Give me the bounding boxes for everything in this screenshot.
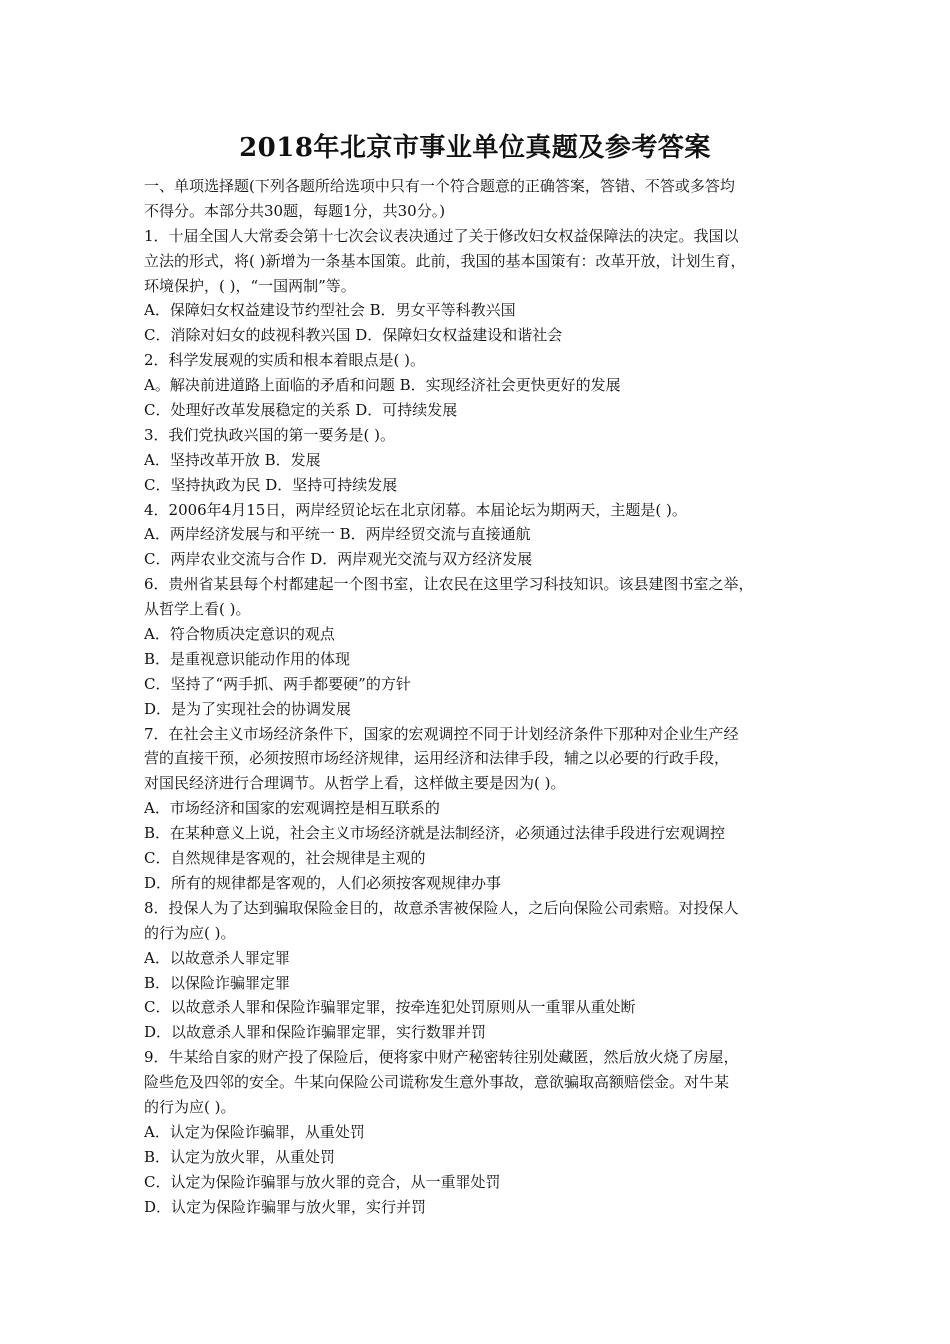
text-line: D．以故意杀人罪和保险诈骗罪定罪，实行数罪并罚 [144, 1023, 487, 1042]
text-line: A．认定为保险诈骗罪，从重处罚 [144, 1122, 365, 1141]
text-line: B．以保险诈骗罪定罪 [144, 973, 291, 992]
text-line: C．以故意杀人罪和保险诈骗罪定罪，按牵连犯处罚原则从一重罪从重处断 [144, 998, 636, 1017]
text-line: C．处理好改革发展稳定的关系 D．可持续发展 [144, 401, 458, 420]
text-line: 6．贵州省某县每个村都建起一个图书室，让农民在这里学习科技知识。该县建图书室之举， [144, 575, 754, 594]
text-line: 环境保护，( )，“一国两制”等。 [144, 276, 356, 295]
text-line: C．坚持了“两手抓、两手都要硬”的方针 [144, 674, 411, 693]
text-line: B．在某种意义上说，社会主义市场经济就是法制经济，必须通过法律手段进行宏观调控 [144, 824, 726, 843]
text-line: 不得分。本部分共30题，每题1分，共30分。) [144, 201, 446, 220]
text-line: C．两岸农业交流与合作 D．两岸观光交流与双方经济发展 [144, 550, 533, 569]
text-line: C．坚持执政为民 D．坚持可持续发展 [144, 475, 398, 494]
text-line: 8．投保人为了达到骗取保险金目的，故意杀害被保险人，之后向保险公司索赔。对投保人 [144, 898, 739, 917]
text-line: C．消除对妇女的歧视科教兴国 D．保障妇女权益建设和谐社会 [144, 326, 563, 345]
text-line: A．市场经济和国家的宏观调控是相互联系的 [144, 799, 440, 818]
text-line: 2．科学发展观的实质和根本着眼点是( )。 [144, 351, 426, 370]
text-line: C．认定为保险诈骗罪与放火罪的竞合，从一重罪处罚 [144, 1172, 501, 1191]
text-line: 7．在社会主义市场经济条件下，国家的宏观调控不同于计划经济条件下那种对企业生产经 [144, 724, 739, 743]
text-line: A。解决前进道路上面临的矛盾和问题 B．实现经济社会更快更好的发展 [144, 376, 621, 395]
text-line: B．是重视意识能动作用的体现 [144, 649, 351, 668]
text-line: D．所有的规律都是客观的，人们必须按客观规律办事 [144, 873, 502, 892]
text-line: A．保障妇女权益建设节约型社会 B．男女平等科教兴国 [144, 301, 516, 320]
text-line: 的行为应( )。 [144, 1097, 236, 1116]
document-title: 2018年北京市事业单位真题及参考答案 [239, 133, 711, 163]
text-line: 险些危及四邻的安全。牛某向保险公司谎称发生意外事故，意欲骗取高额赔偿金。对牛某 [144, 1073, 730, 1092]
text-line: B．认定为放火罪，从重处罚 [144, 1147, 336, 1166]
text-line: 立法的形式，将( )新增为一条基本国策。此前，我国的基本国策有：改革开放，计划生育， [144, 251, 746, 270]
text-line: 的行为应( )。 [144, 923, 236, 942]
text-line: D．是为了实现社会的协调发展 [144, 699, 352, 718]
text-line: 一、单项选择题(下列各题所给选项中只有一个符合题意的正确答案，答错、不答或多答均 [144, 177, 735, 195]
text-line: 3．我们党执政兴国的第一要务是( )。 [144, 425, 396, 444]
text-line: 从哲学上看( )。 [144, 600, 251, 619]
text-line: D．认定为保险诈骗罪与放火罪，实行并罚 [144, 1197, 427, 1216]
document-body [144, 174, 812, 1219]
text-line: 1．十届全国人大常委会第十七次会议表决通过了关于修改妇女权益保障法的决定。我国以 [144, 226, 739, 245]
text-line: 9．牛某给自家的财产投了保险后，便将家中财产秘密转往别处藏匿，然后放火烧了房屋， [144, 1048, 739, 1067]
text-line: A．坚持改革开放 B．发展 [144, 450, 321, 469]
text-line: 4．2006年4月15日，两岸经贸论坛在北京闭幕。本届论坛为期两天，主题是( )。 [144, 500, 687, 519]
text-line: 对国民经济进行合理调节。从哲学上看，这样做主要是因为( )。 [144, 774, 566, 793]
text-line: A．符合物质决定意识的观点 [144, 625, 335, 644]
text-line: A．以故意杀人罪定罪 [144, 948, 290, 967]
text-line: C．自然规律是客观的，社会规律是主观的 [144, 849, 426, 868]
text-line: 营的直接干预，必须按照市场经济规律，运用经济和法律手段，辅之以必要的行政手段， [144, 749, 730, 768]
text-line: A．两岸经济发展与和平统一 B．两岸经贸交流与直接通航 [144, 525, 531, 544]
